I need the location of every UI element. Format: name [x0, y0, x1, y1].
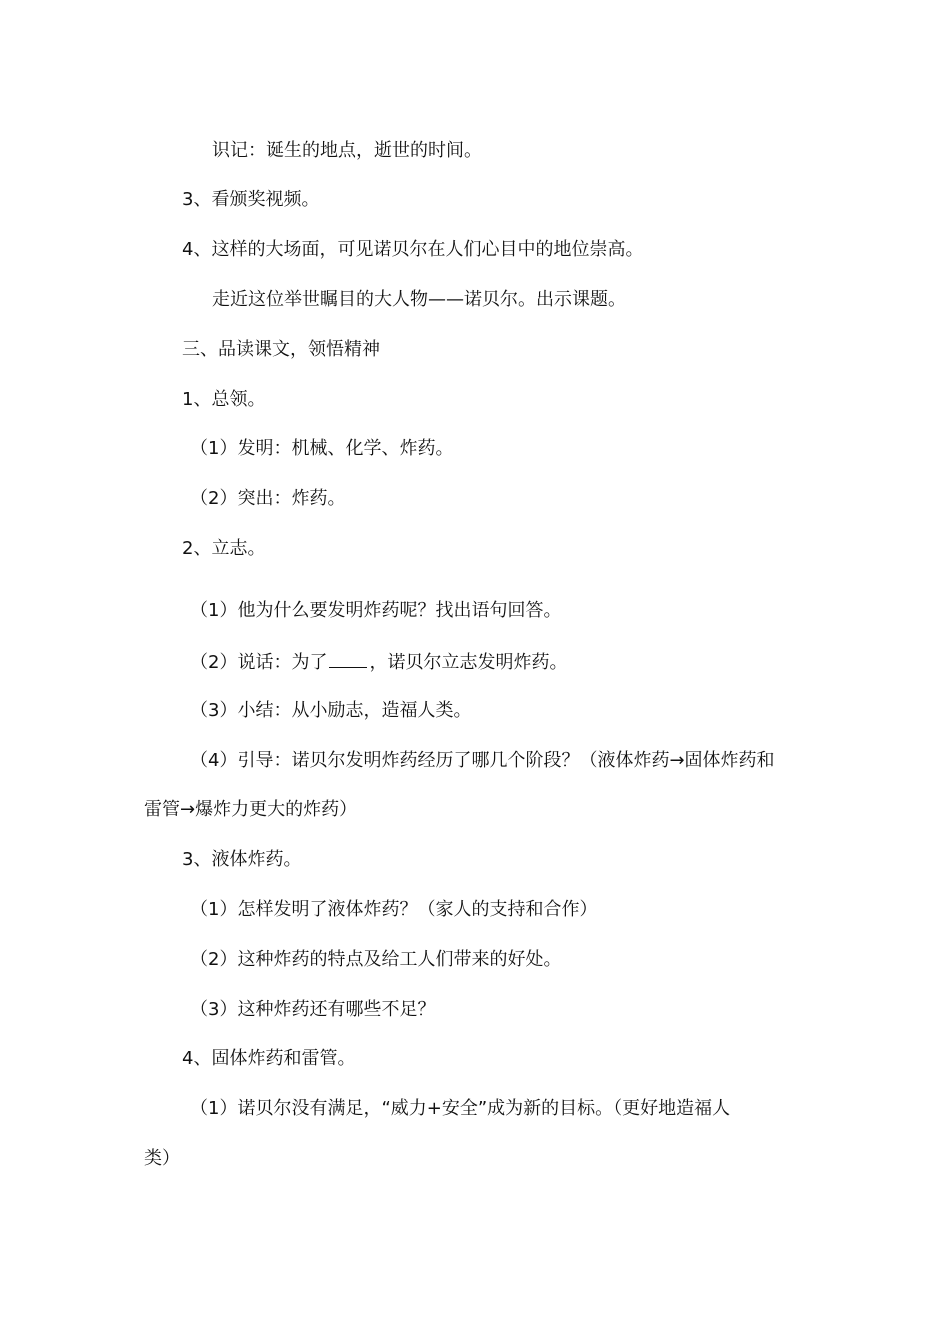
text-line: （2）这种炸药的特点及给工人们带来的好处。: [190, 949, 562, 970]
text-line: 3、液体炸药。: [182, 849, 302, 870]
text-line: 3、看颁奖视频。: [182, 189, 320, 210]
text-line: （2）突出：炸药。: [190, 488, 346, 509]
text-line-with-blank: [190, 649, 567, 675]
text-line: 1、总领。: [182, 389, 266, 410]
text-line: （1）怎样发明了液体炸药？（家人的支持和合作）: [190, 899, 598, 920]
text-line: 识记：诞生的地点，逝世的时间。: [212, 140, 482, 161]
text-segment: （2）说话：为了: [190, 652, 328, 673]
text-line: 2、立志。: [182, 538, 266, 559]
fill-in-blank: [329, 649, 367, 668]
section-heading: 三、品读课文，领悟精神: [182, 339, 380, 360]
text-line: 走近这位举世瞩目的大人物——诺贝尔。出示课题。: [212, 289, 626, 310]
text-line: 类）: [144, 1148, 180, 1169]
text-line: （3）这种炸药还有哪些不足？: [190, 999, 436, 1020]
text-line: （1）他为什么要发明炸药呢？找出语句回答。: [190, 600, 562, 621]
text-line: （3）小结：从小励志，造福人类。: [190, 700, 472, 721]
text-segment: ，诺贝尔立志发明炸药。: [369, 652, 568, 673]
text-line: （1）发明：机械、化学、炸药。: [190, 438, 454, 459]
text-line: （4）引导：诺贝尔发明炸药经历了哪几个阶段？（液体炸药→固体炸药和: [190, 750, 775, 771]
text-line: （1）诺贝尔没有满足，“威力+安全”成为新的目标。（更好地造福人: [190, 1098, 731, 1119]
text-line: 4、固体炸药和雷管。: [182, 1048, 356, 1069]
text-line: 4、这样的大场面，可见诺贝尔在人们心目中的地位崇高。: [182, 239, 644, 260]
text-line: 雷管→爆炸力更大的炸药）: [144, 799, 358, 820]
